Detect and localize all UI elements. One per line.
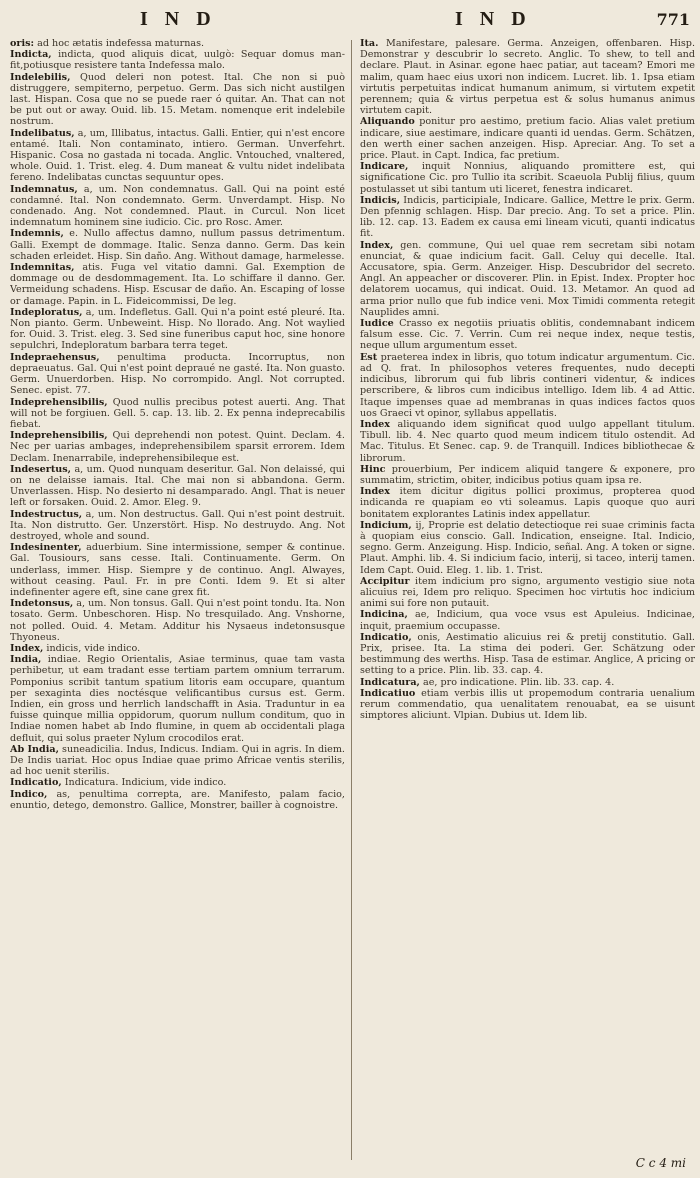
dictionary-entry <box>10 38 345 49</box>
dictionary-entry <box>10 128 345 184</box>
dictionary-entry <box>360 677 695 688</box>
entry-headword: Est <box>360 351 378 363</box>
entry-text: praeterea index in libris, quo totum indicatur argumentum. Cic. ad Q. frat. In philosophos veteres frequentes, nudo decepti indicibus, librorum qui fub libris contineri videntur, & indices perscribere, & libros cum indicibus intelligo. Idem lib. 4 ad Attic. Itaque impenses quae ad membranas in quas indices factos quos uos Graeci vt opinor, syllabus appellatis. <box>360 351 695 419</box>
dictionary-entry <box>10 509 345 543</box>
entry-headword: Iudice <box>360 318 394 330</box>
entry-text: Indicis, participiale, Indicare. Gallice, Mettre le prix. Germ. Den pfennig schlagen. Hisp. Dar precio. Ang. To set a price. Plin. lib. 12. cap. 13. Eadem ex causa emi lineam vicuti, quanti indicatus fit. <box>360 194 695 240</box>
entry-text: Manifestare, palesare. Germa. Anzeigen, offenbaren. Hisp. Demonstrar y descubrir lo secreto. Anglic. To shew, to tell and declare. Plaut. in Asinar. egone haec patiar, aut taceam? Emori me malim, quam haec eius uxori non indicem. Lucret. lib. 1. Ipsa etiam virtutis perpetuitas indicat humanum animum, si virtutem expetit perennem; quia & virtus perpetua est & solus humanus animus virtutem capit. <box>360 38 695 117</box>
entry-headword: Ita. <box>360 38 379 49</box>
entry-headword: Indetonsus, <box>10 598 74 610</box>
entry-headword: Indestructus, <box>10 508 83 520</box>
entry-text: suneadicilia. Indus, Indicus. Indiam. Qui in agris. In diem. De Indis uariat. Hoc opus Indiae quae primo Africae ventis sterilis, ad hoc uenit sterilis. <box>10 743 345 778</box>
entry-text: Crasso ex negotiis priuatis oblitis, condemnabant indicem falsum esse. Cic. 7. Verrin. Cum rei neque index, neque testis, neque ullum argumentum esset. <box>360 318 695 352</box>
dictionary-entry <box>360 240 695 318</box>
dictionary-entry <box>10 430 345 464</box>
entry-text: Qui deprehendi non potest. Quint. Declam. 4. Nec per uarias ambages, indeprehensibilem sparsit errorem. Idem Declam. Inenarrabile, indeprehensibileque est. <box>10 430 345 464</box>
entry-headword: Accipitur <box>360 575 410 587</box>
entry-headword: Indemnis, <box>10 228 64 240</box>
entry-text: item dicitur digitus pollici proximus, propterea quod indicanda re quapiam eo vti soleamus. Lapis quoque quo auri bonitatem explorantes Latinis index appellatur. <box>360 486 695 520</box>
entry-text: ae, pro indicatione. Plin. lib. 33. cap. 4. <box>422 676 615 688</box>
entry-headword: Indepraehensus, <box>10 351 100 363</box>
entry-headword: Index <box>360 418 390 430</box>
dictionary-entry <box>10 228 345 262</box>
entry-headword: Indesertus, <box>10 463 71 475</box>
entry-headword: Index <box>360 486 390 498</box>
entry-headword: Indicatiuo <box>360 687 416 699</box>
dictionary-entry <box>360 116 695 161</box>
entry-text: atis. Fuga vel vitatio damni. Gal. Exemption de dommage ou de desdommagement. Ita. Lo schiffare il danno. Ger. Vermeidung schadens. Hisp. Escusar de daño. An. Escaping of losse or damage. Papin. in L. Fideicommissi, De leg. <box>10 262 345 307</box>
dictionary-entry <box>360 632 695 677</box>
entry-headword: Indesinenter, <box>10 542 82 554</box>
dictionary-entry <box>10 744 345 778</box>
dictionary-entry <box>10 464 345 509</box>
entry-text: inquit Nonnius, aliquando promittere est, qui significatione Cic. pro Tullio ita scribit. Scaeuola Publij filius, quum postulasset ut sibi tantum uti liceret, fenestra indicaret. <box>360 161 695 195</box>
entry-text: penultima producta. Incorruptus, non depraeuatus. Gal. Qui n'est point depraué ne gasté. Ita. Non guasto. Germ. Unuerdorben. Hisp. No corrompido. Angl. Not corrupted. Senec. epist. 77. <box>10 351 345 397</box>
entry-text: ponitur pro aestimo, pretium facio. Alias valet pretium indicare, siue aestimare, indicare quanti id uendas. Germ. Schätzen, den werth einer sachen anzeigen. Hisp. Apreciar. Ang. To set a price. Plaut. in Capt. Indica, fac pretium. <box>360 116 695 162</box>
entry-text: a, um. Non tonsus. Gall. Qui n'est point tondu. Ita. Non tosato. Germ. Unbeschoren. Hisp. No tresquilado. Ang. Vnshorne, not polled. Ouid. 4. Metam. Additur his Nysaeus indetonsusque Thyoneus. <box>10 598 345 643</box>
entry-headword: Indicatura, <box>360 676 420 688</box>
entry-text: indicta, quod aliquis dicat, uulgò: Sequar domus man-fit,potiusque resistere tanta Indefessa malo. <box>10 49 345 72</box>
running-head-left: I N D <box>140 8 217 30</box>
entry-headword: Indelebilis, <box>10 71 71 83</box>
entry-headword: Index, <box>10 642 44 654</box>
entry-text: item indicium pro signo, argumento vestigio siue nota alicuius rei, Idem pro reliquo. Specimen hoc virtutis hoc indicium animi sui fore non putauit. <box>360 575 695 610</box>
dictionary-entry <box>360 352 695 419</box>
entry-headword: Indicatio, <box>360 631 412 643</box>
entry-headword: Indelibatus, <box>10 127 75 139</box>
page-number: 771 <box>656 10 690 29</box>
entry-text: ad hoc ætatis indefessa maturnas. <box>37 38 205 49</box>
dictionary-entry <box>10 184 345 229</box>
dictionary-entry <box>360 576 695 610</box>
dictionary-entry <box>10 262 345 307</box>
dictionary-entry <box>360 195 695 240</box>
dictionary-entry <box>360 38 695 116</box>
entry-headword: Indicatio, <box>10 777 62 789</box>
running-head-right: I N D <box>455 8 532 30</box>
entry-headword: Indemnitas, <box>10 262 75 274</box>
entry-text: Quod deleri non potest. Ital. Che non si può distruggere, sempiterno, perpetuo. Germ. Das sich nicht austilgen last. Hispan. Cosa que no se puede raer ó quitar. An. That can not be put out or away. Ouid. lib. 15. Metam. nomenque erit indelebile nostrum. <box>10 71 345 128</box>
entry-text: Quod nullis precibus potest auerti. Ang. That will not be forgiuen. Gell. 5. cap. 13. lib. 2. Ex penna indeprecabilis fiebat. <box>10 396 345 430</box>
entry-headword: Ab India, <box>10 743 59 755</box>
dictionary-entry <box>360 464 695 486</box>
entry-text: etiam verbis illis ut propemodum contraria uenalium rerum commendatio, qua uenalitatem renouabat, ea se uisunt simptores aliciunt. Vlpian. Dubius ut. Idem lib. <box>360 687 695 722</box>
dictionary-entry <box>360 419 695 464</box>
entry-text: a, um. Indefletus. Gall. Qui n'a point esté pleuré. Ita. Non pianto. Germ. Unbeweint. Hisp. No llorado. Ang. Not waylied for. Ouid. 3. Trist. eleg. 3. Sed sine funeribus caput hoc, sine honore sepulchri, Indeploratum barbara terra teget. <box>10 306 345 352</box>
entry-headword: Indicis, <box>360 194 401 206</box>
entry-text: ae, Indicium, qua voce vsus est Apuleius. Indicinae, inquit, praemium occupasse. <box>360 609 695 632</box>
entry-headword: India, <box>10 654 42 666</box>
entry-text: prouerbium, Per indicem aliquid tangere & exponere, pro summatim, strictim, obiter, indicibus potius quam ipsa re. <box>360 463 695 486</box>
entry-headword: Indeploratus, <box>10 306 83 318</box>
dictionary-entry <box>10 542 345 598</box>
dictionary-entry <box>360 520 695 576</box>
dictionary-entry <box>10 307 345 352</box>
entry-text: a, um. Non destructus. Gall. Qui n'est point destruit. Ita. Non distrutto. Ger. Unzerstört. Hisp. No destruydo. Ang. Not destroyed, whole and sound. <box>10 508 345 542</box>
column-divider <box>351 40 352 1160</box>
dictionary-entry <box>360 609 695 631</box>
left-column <box>10 38 345 1166</box>
entry-headword: Indeprehensibilis, <box>10 430 108 442</box>
entry-headword: Indicta, <box>10 49 52 61</box>
dictionary-entry <box>10 777 345 788</box>
catchword: C c 4 mi <box>635 1156 686 1170</box>
dictionary-entry <box>10 397 345 431</box>
entry-headword: Indemnatus, <box>10 183 78 195</box>
entry-text: Indicatura. Indicium, vide indico. <box>64 777 227 789</box>
dictionary-entry <box>10 654 345 744</box>
entry-text: aliquando idem significat quod uulgo appellant titulum. Tibull. lib. 4. Nec quarto quod meum indicem titulo ostendit. Ad Mac. Titulus. Et Senec. cap. 9. de Tranquill. Indices bibliothecae & librorum. <box>360 418 695 464</box>
entry-headword: oris: <box>10 38 35 49</box>
dictionary-entry <box>360 318 695 352</box>
dictionary-entry <box>360 486 695 520</box>
dictionary-entry <box>10 49 345 71</box>
entry-text: ij, Proprie est delatio detectioque rei suae criminis facta à quopiam eius conscio. Gall. Indication, enseigne. Ital. Indicio, segno. Germ. Anzeigung. Hisp. Indicio, señal. Ang. A token or signe. Plaut. Amphi. lib. 4. Si indicium facio, interij, si taceo, interij tamen. Idem Capt. Ouid. Eleg. 1. lib. 1. Trist. <box>360 519 695 576</box>
entry-headword: Indicium, <box>360 519 412 531</box>
entry-headword: Indico, <box>10 788 48 800</box>
dictionary-entry <box>10 72 345 128</box>
entry-headword: Indicare, <box>360 161 409 173</box>
right-column <box>360 38 695 1166</box>
dictionary-entry <box>10 352 345 397</box>
dictionary-entry <box>360 161 695 195</box>
entry-text: indicis, vide indico. <box>46 642 141 654</box>
entry-headword: Indeprehensibilis, <box>10 396 108 408</box>
dictionary-entry <box>10 643 345 654</box>
page-header <box>0 0 700 34</box>
entry-text: e. Nullo affectus damno, nullum passus detrimentum. Galli. Exempt de dommage. Italic. Senza danno. Germ. Das kein schaden erleidet. Hisp. Sin daño. Ang. Without damage, harmelesse. <box>10 228 345 262</box>
entry-headword: Hinc <box>360 463 386 475</box>
entry-text: a, um. Non condemnatus. Gall. Qui na point esté condamné. Ital. Non condemnato. Germ. Unverdampt. Hisp. No condenado. Ang. Not condemned. Plaut. in Curcul. Non licet indemnatum hominem sine iudicio. Cic. pro Rosc. Amer. <box>10 183 345 229</box>
entry-text: a, um. Quod nunquam deseritur. Gal. Non delaissé, qui on ne delaisse iamais. Ital. Che mai non si abbandona. Germ. Unverlassen. Hisp. No desierto ni desamparado. Angl. That is neuer left or forsaken. Ouid. 2. Amor. Eleg. 9. <box>10 463 345 509</box>
entry-text: a, um, Illibatus, intactus. Galli. Entier, qui n'est encore entamé. Itali. Non contaminato, intiero. German. Unverfehrt. Hispanic. Cosa no gastada ni tocada. Anglic. Vntouched, vnaltered, whole. Ouid. 1. Trist. eleg. 4. Dum maneat & vultu nidet indelibata fereno. Indelibatas cunctas sequuntur opes. <box>10 127 345 184</box>
entry-text: as, penultima correpta, are. Manifesto, palam facio, enuntio, detego, demonstro. Gallice, Monstrer, bailler à cognoistre. <box>10 788 345 811</box>
dictionary-entry <box>10 598 345 643</box>
entry-text: gen. commune, Qui uel quae rem secretam sibi notam enunciat, & quae indicium facit. Gall. Celuy qui decelle. Ital. Accusatore, spia. Germ. Anzeiger. Hisp. Descubridor del secreto. Angl. An appeacher or discoverer. Plin. in Epist. Index. Propter hoc delatorem uocamus, qui indicat. Ouid. 13. Metamor. An quod ad arma prior nullo que fub indice veni. Mox Timidi commenta retegit Nauplides amni. <box>360 239 695 318</box>
dictionary-entry <box>10 789 345 811</box>
entry-text: aduerbium. Sine intermissione, semper & continue. Gal. Tousiours, sans cesse. Itali. Continuamente. Germ. On underlass, immer. Hisp. Siempre y de continuo. Angl. Alwayes, without ceasing. Paul. Fr. in pre Conti. Idem 9. Et si alter indefinenter agere eft, sine cane grex fit. <box>10 542 345 598</box>
entry-headword: Aliquando <box>360 116 415 128</box>
entry-text: indiae. Regio Orientalis, Asiae terminus, quae tam vasta perhibetur, ut eam tradant esse tertiam partem omnium terrarum. Pomponius scribit tantum spatium litoris eam occupare, quantum per sexaginta dies noctésque velificantibus cursus est. Germ. Indien, ein gross und herrlich landschafft in Asia. Traduntur in ea fuisse quinque millia oppidorum, quorum nullum conditum, quo in Indiae nomen habet ab Indo flumine, in quem ab occidentali plaga defluit, qui solus praeter Nylum crocodilos erat. <box>10 654 345 744</box>
entry-headword: Index, <box>360 239 394 251</box>
dictionary-entry <box>360 688 695 722</box>
entry-text: onis, Aestimatio alicuius rei & pretij constitutio. Gall. Prix, prisee. Ita. La stima dei poderi. Ger. Schätzung oder bestimmung des werths. Hisp. Tasa de estimar. Anglice, A pricing or setting to a price. Plin. lib. 33. cap. 4. <box>360 631 695 677</box>
entry-headword: Indicina, <box>360 609 408 621</box>
